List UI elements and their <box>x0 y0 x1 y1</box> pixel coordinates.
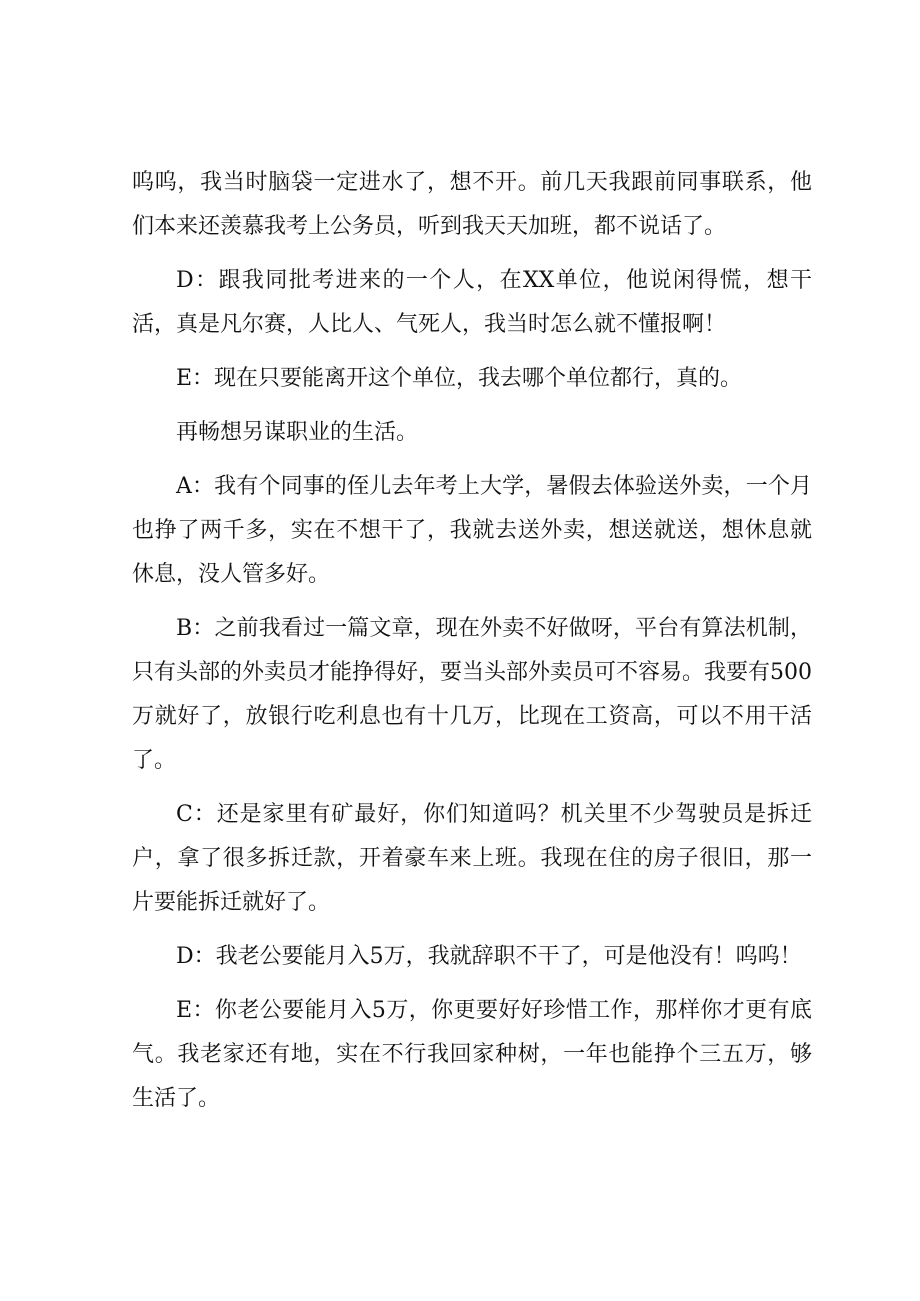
paragraph-6: B：之前我看过一篇文章，现在外卖不好做呀，平台有算法机制，只有头部的外卖员才能挣得好，要当头部外卖员可不容易。我要有500万就好了，放银行吃利息也有十几万，比现在工资高，可以不用干活了。 <box>132 616 812 773</box>
document-body <box>132 161 812 1131</box>
paragraph-7: C：还是家里有矿最好，你们知道吗？机关里不少驾驶员是拆迁户，拿了很多拆迁款，开着豪车来上班。我现在住的房子很旧，那一片要能拆迁就好了。 <box>132 802 812 915</box>
paragraph-3: E：现在只要能离开这个单位，我去哪个单位都行，真的。 <box>176 366 743 391</box>
paragraph-9: E：你老公要能月入5万，你更要好好珍惜工作，那样你才更有底气。我老家还有地，实在不行我回家种树，一年也能挣个三五万，够生活了。 <box>132 998 812 1111</box>
paragraph-2: D：跟我同批考进来的一个人，在XX单位，他说闲得慌，想干活，真是凡尔赛，人比人、气死人，我当时怎么就不懂报啊！ <box>132 268 812 337</box>
paragraph-5: A：我有个同事的侄儿去年考上大学，暑假去体验送外卖，一个月也挣了两千多，实在不想干了，我就去送外卖，想送就送，想休息就休息，没人管多好。 <box>132 474 812 587</box>
paragraph-4: 再畅想另谋职业的生活。 <box>176 420 419 445</box>
paragraph-1: 呜呜，我当时脑袋一定进水了，想不开。前几天我跟前同事联系，他们本来还羡慕我考上公务员，听到我天天加班，都不说话了。 <box>132 170 812 239</box>
paragraph-8: D：我老公要能月入5万，我就辞职不干了，可是他没有！呜呜！ <box>176 944 802 969</box>
